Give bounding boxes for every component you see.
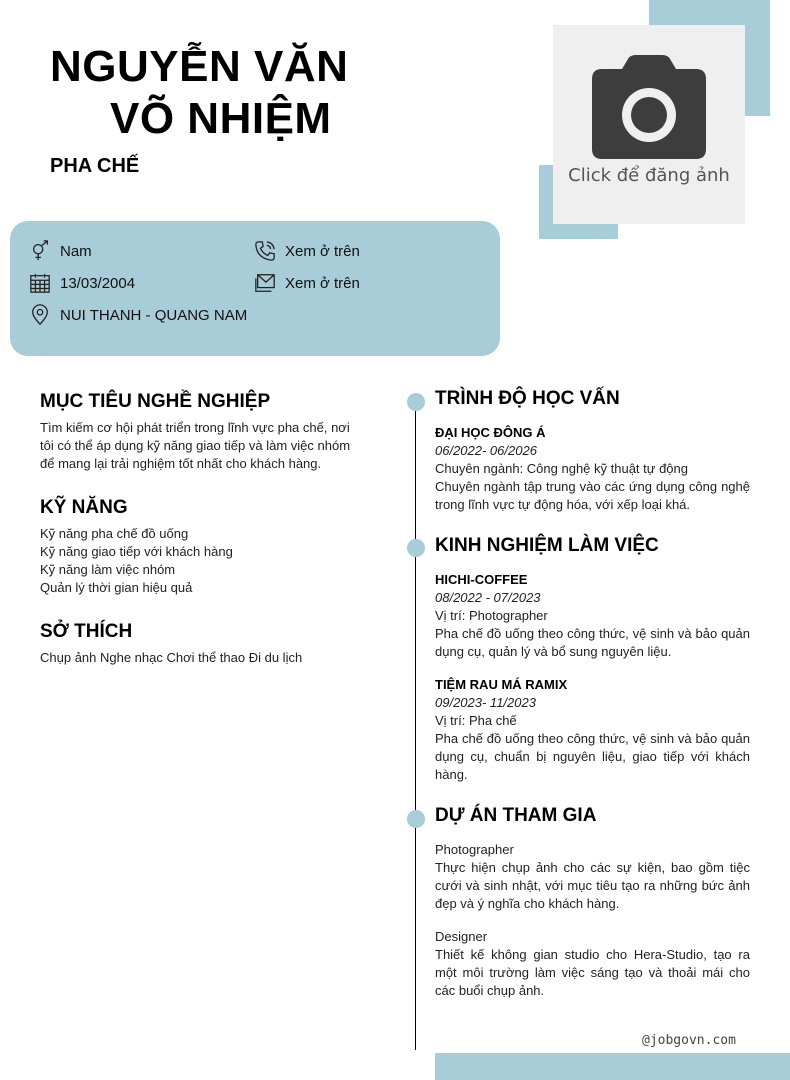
projects-title: DỰ ÁN THAM GIA (435, 805, 597, 826)
birthdate-row (29, 272, 135, 294)
name-line-1: NGUYỄN VĂN (50, 42, 349, 91)
project-name: Photographer (435, 842, 514, 857)
project-entry (435, 841, 750, 913)
experience-entry (435, 676, 750, 784)
skills-list (40, 525, 370, 597)
job-desc: Pha chế đồ uống theo công thức, vệ sinh và bảo quản dụng cụ, chuẩn bị nguyên liệu, giao tiếp với khách hàng. (435, 731, 750, 782)
job-date: 09/2023- 11/2023 (435, 695, 536, 710)
mail-icon (254, 272, 276, 294)
education-date: 06/2022- 06/2026 (435, 443, 537, 458)
phone-value: Xem ở trên (285, 242, 360, 260)
hobbies-text: Chụp ảnh Nghe nhạc Chơi thể thao Đi du lịch (40, 650, 303, 665)
skills-title: KỸ NĂNG (40, 497, 128, 518)
gender-row (29, 240, 92, 262)
project-desc: Thực hiện chụp ảnh cho các sự kiện, bao gồm tiệc cưới và sinh nhật, với mục tiêu tạo ra những bức ảnh đẹp và ý nghĩa cho khách hàng. (435, 860, 750, 911)
timeline-line (415, 400, 416, 1050)
address-row (29, 304, 247, 326)
skill-item: Kỹ năng làm việc nhóm (40, 562, 176, 577)
job-role: Vị trí: Pha chế (435, 713, 517, 728)
experience-title: KINH NGHIỆM LÀM VIỆC (435, 535, 659, 556)
email-row (254, 272, 360, 294)
school-name: ĐẠI HỌC ĐÔNG Á (435, 425, 546, 440)
address-value: NUI THANH - QUANG NAM (60, 306, 248, 324)
name-line-2: VÕ NHIỆM (110, 94, 332, 143)
location-pin-icon (29, 304, 51, 326)
photo-upload-label: Click để đăng ảnh (568, 165, 730, 186)
skill-item: Kỹ năng giao tiếp với khách hàng (40, 544, 233, 559)
job-date: 08/2022 - 07/2023 (435, 590, 541, 605)
objective-title: MỤC TIÊU NGHỀ NGHIỆP (40, 391, 271, 412)
education-desc: Chuyên ngành tập trung vào các ứng dụng công nghệ trong lĩnh vực tự động hóa, với xếp loại khá. (435, 479, 750, 512)
education-entry (435, 424, 750, 514)
email-value: Xem ở trên (285, 274, 360, 292)
skill-item: Quản lý thời gian hiệu quả (40, 580, 193, 595)
job-title: PHA CHẾ (50, 155, 140, 177)
skill-item: Kỹ năng pha chế đồ uống (40, 526, 189, 541)
experience-entry (435, 571, 750, 661)
job-role: Vị trí: Photographer (435, 608, 548, 623)
timeline-dot (407, 393, 425, 411)
hobbies-title: SỞ THÍCH (40, 621, 133, 642)
photo-upload-button[interactable] (553, 25, 745, 224)
timeline-dot (407, 810, 425, 828)
project-entry (435, 928, 750, 1000)
company-name: TIỆM RAU MÁ RAMIX (435, 677, 568, 692)
camera-icon (592, 55, 706, 159)
project-name: Designer (435, 929, 488, 944)
phone-row (254, 240, 360, 262)
job-desc: Pha chế đồ uống theo công thức, vệ sinh và bảo quản dụng cụ, quản lý và bổ sung nguyên liệu. (435, 626, 750, 659)
company-name: HICHI-COFFEE (435, 572, 528, 587)
education-title: TRÌNH ĐỘ HỌC VẤN (435, 388, 620, 409)
personal-info-box (10, 221, 500, 356)
watermark: @jobgovn.com (642, 1033, 736, 1048)
birthdate-value: 13/03/2004 (60, 274, 136, 292)
gender-value: Nam (60, 242, 92, 260)
calendar-icon (29, 272, 51, 294)
project-desc: Thiết kế không gian studio cho Hera-Studio, tạo ra một môi trường làm việc sáng tạo và thoải mái cho các buổi chụp ảnh. (435, 947, 750, 998)
timeline-dot (407, 539, 425, 557)
decor-block-bottom (435, 1053, 790, 1080)
phone-icon (254, 240, 276, 262)
education-major: Chuyên ngành: Công nghệ kỹ thuật tự động (435, 461, 688, 476)
gender-icon (29, 240, 51, 262)
objective-text: Tìm kiếm cơ hội phát triển trong lĩnh vực pha chế, nơi tôi có thể áp dụng kỹ năng giao tiếp và làm việc nhóm để mang lại trải nghiệm tốt nhất cho khách hàng. (40, 420, 351, 471)
